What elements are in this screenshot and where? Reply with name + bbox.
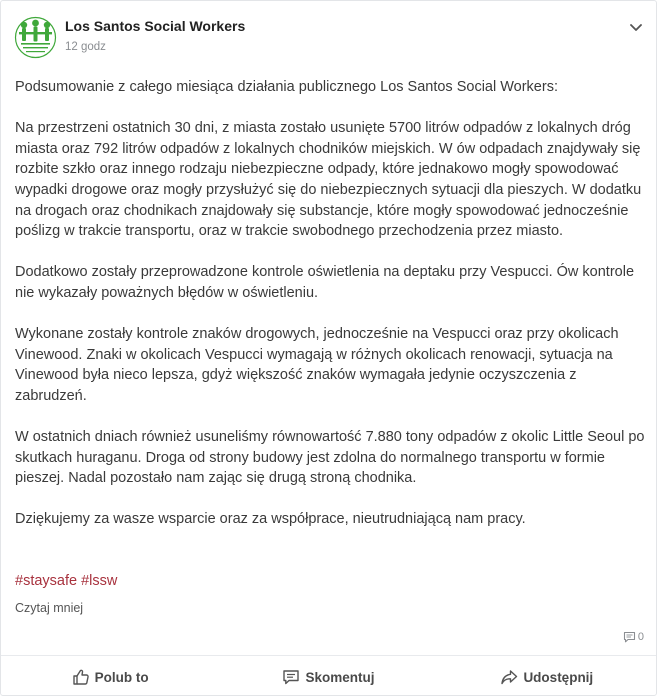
post-author[interactable]: Los Santos Social Workers [65,18,246,34]
share-icon [500,668,518,686]
comment-button[interactable] [219,656,437,698]
share-button[interactable] [438,656,656,698]
post-paragraph: Dziękujemy za wasze wsparcie oraz za współprace, nieutrudniającą nam pracy. [15,511,526,528]
post-header [1,1,656,67]
read-less-link[interactable]: Czytaj mniej [15,601,84,615]
post-timestamp[interactable]: 12 godz [65,41,106,53]
comment-icon [282,668,300,686]
post-menu-button[interactable] [626,17,646,37]
post-paragraph: Na przestrzeni ostatnich 30 dni, z miasta zostało usunięte 5700 litrów odpadów z lokalnych dróg miasta oraz 792 litrów odpadów z lokalnych chodników miejskich. W ów odpadach znajdywały się rozbite szkło oraz innego rodzaju niebezpieczne odpady, które jednakowo mogły spowodować wypadki drogowe oraz mogły przysłużyć się do niebezpiecznych sytuacji dla pieszych. W dodatku na drogach oraz chodnikach znajdowały się substancje, które mogły spowodować jednocześnie poślizg w trakcie transportu, oraz w trakcie swobodnego przechodzenia przez miasto. [15,120,642,240]
comment-count[interactable] [623,631,644,643]
comment-count-value: 0 [637,631,644,643]
comment-label: Skomentuj [305,669,375,685]
like-label: Polub to [94,669,149,685]
share-label: Udostępnij [523,669,594,685]
post-hashtags [15,571,117,591]
chevron-down-icon [626,17,646,37]
thumbs-up-icon [72,668,90,686]
organization-logo[interactable] [14,16,57,59]
post-body [15,77,647,551]
post-paragraph: W ostatnich dniach również usuneliśmy równowartość 7.880 tony odpadów z okolic Little Seoul po skutkach huraganu. Droga od strony budowy jest zdolna do normalnego transportu w formie pieszej. Nadal pozostało nam zając się drugą stroną chodnika. [15,429,645,487]
comment-bubble-icon [623,631,636,643]
hashtag-staysafe[interactable]: #staysafe [15,573,78,589]
post-paragraph: Dodatkowo zostały przeprowadzone kontrole oświetlenia na deptaku przy Vespucci. Ów kontrole nie wykazały poważnych błędów w oświetleniu. [15,264,635,301]
hashtag-lssw[interactable]: #lssw [81,573,118,589]
post-paragraph: Podsumowanie z całego miesiąca działania publicznego Los Santos Social Workers: [15,79,558,95]
post-paragraph: Wykonane zostały kontrole znaków drogowych, jednocześnie na Vespucci oraz przy okolicach Vinewood. Znaki w okolicach Vespucci wymagają w różnych okolicach renowacji, sytuacja na Vinewood była nieco lepsza, gdyż większość znaków wymagała jedynie oczyszczenia z zabrudzeń. [15,326,619,404]
post-actions [1,655,656,698]
logo-icon [14,16,57,59]
like-button[interactable] [1,656,219,698]
